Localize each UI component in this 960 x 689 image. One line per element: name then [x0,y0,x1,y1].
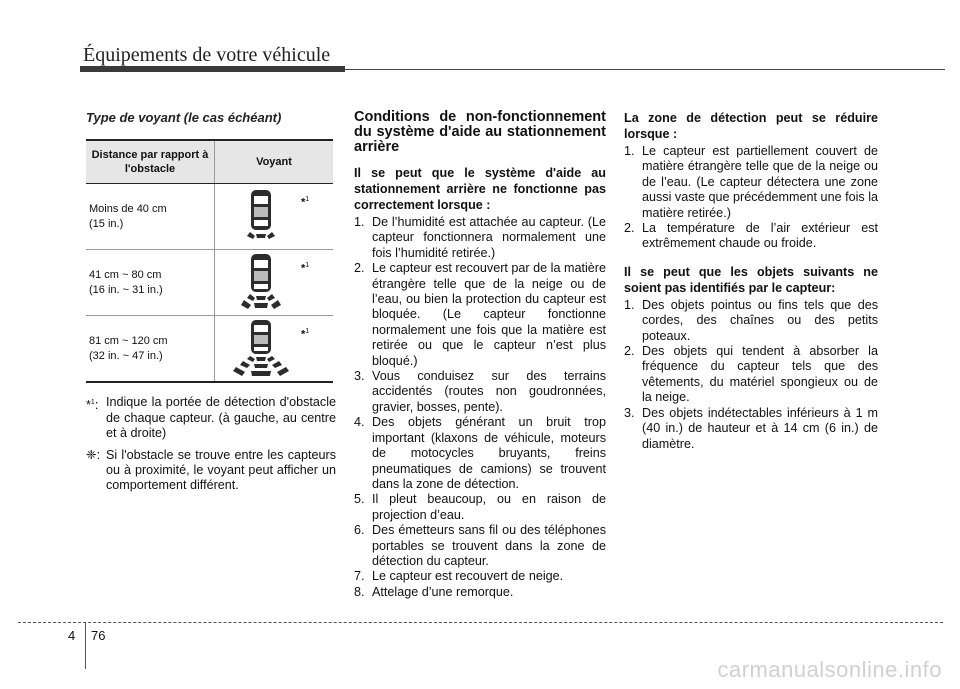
list-item: 8. Attelage d’une remorque. [354,584,514,599]
column-right [624,110,878,452]
list-item: 3. Vous conduisez sur des terrains accidentés (routes non goudronnées, gravier, bosses, pente). [354,369,606,414]
distance-metric: 41 cm ~ 80 cm [89,268,162,281]
indicator-type-heading: Type de voyant (le cas échéant) [86,110,282,125]
chapter-number: 4 [68,628,76,643]
list-item: 2. La température de l’air extérieur est extrêmement chaude ou froide. [624,221,878,251]
list-item: 7. Le capteur est recouvert de neige. [354,569,564,584]
list-item: 2. Le capteur est recouvert par de la matière étrangère telle que de la neige ou de l’eau, ou bien la protection du capteur est bloquée. (Le capteur fonctionne normalement une fois que la matière est retirée ou que le capteur n’est plus bloqué.) [354,261,606,368]
conditions-list [354,215,606,600]
caution-text: Si l'obstacle se trouve entre les capteurs ou à proximité, le voyant peut afficher un comportement différent. [106,447,336,493]
car-sensor-icon [231,320,291,378]
footnote: *$^1$: Indique la portée de détection d'obstacle de chaque capteur. (à gauche, au centre et à droite) [86,395,336,441]
list-item: 1. De l’humidité est attachée au capteur. (Le capteur fonctionnera normalement une fois l’humidité retirée.) [354,215,606,260]
reduced-zone-intro: La zone de détection peut se réduire lorsque : [624,111,878,141]
distance-metric: Moins de 40 cm [89,202,167,215]
footer-divider [85,623,86,669]
list-item: 4. Des objets générant un bruit trop important (klaxons de véhicule, moteurs de motocycles bruyants, freins pneumatiques de camions) se trouvent dans la zone de détection. [354,415,606,491]
undetected-objects-list [624,298,878,452]
list-item: 1. Des objets pointus ou fins tels que des cordes, des chaînes ou des petits poteaux. [624,297,878,343]
indicator-cell [215,316,334,383]
car-sensor-icon [231,188,291,246]
table-row [86,316,333,383]
section-title: Conditions de non-fonctionnement du système d'aide au stationnement arrière [354,109,606,155]
header-bar [80,66,345,72]
undetected-objects-intro: Il se peut que les objets suivants ne soient pas identifiés par le capteur: [624,264,878,295]
distance-cell [86,316,215,383]
distance-imperial: (15 in.) [89,217,124,230]
page-header-title: Équipements de votre véhicule [83,44,331,66]
section-intro: Il se peut que le système d'aide au stationnement arrière ne fonctionne pas correctement lorsque : [354,166,606,212]
distance-metric: 81 cm ~ 120 cm [89,334,168,347]
reduced-zone-list [624,144,878,252]
list-item: 2. Des objets qui tendent à absorber la fréquence du capteur tels que des vêtements, du matériel spongieux ou de la neige. [624,344,878,405]
column-middle [354,110,606,600]
table-row [86,250,333,316]
column-left [86,110,336,494]
table-header-indicator: Voyant [215,140,334,184]
distance-cell [86,250,215,316]
distance-imperial: (16 in. ~ 31 in.) [89,283,163,296]
distance-cell [86,184,215,250]
distance-imperial: (32 in. ~ 47 in.) [89,349,163,362]
indicator-table [86,139,333,383]
footnote-marker: *$^1$ [301,196,310,210]
watermark: carmanualsonline.info [717,657,942,682]
caution-note: ❈: Si l'obstacle se trouve entre les capteurs ou à proximité, le voyant peut afficher un comportement différent. [86,447,336,493]
indicator-cell [215,250,334,316]
footnote-text: Indique la portée de détection d'obstacle de chaque capteur. (à gauche, au centre et à droite) [106,395,336,441]
list-item: 5. Il pleut beaucoup, ou en raison de projection d’eau. [354,492,606,522]
list-item: 1. Le capteur est partiellement couvert de matière étrangère telle que de la neige ou de l’eau. (Le capteur détectera une zone aussi vaste que précédemment une fois la matière retirée.) [624,144,878,220]
footnote-marker: *$^1$ [301,262,310,276]
table-header-distance: Distance par rapport à l'obstacle [86,140,215,184]
footnote-marker: *$^1$ [301,328,310,342]
page-number: 76 [91,628,106,643]
car-sensor-icon [231,254,291,312]
header-rule [345,69,945,70]
indicator-cell [215,184,334,250]
table-row [86,184,333,250]
list-item: 3. Des objets indétectables inférieurs à 1 m (40 in.) de hauteur et à 14 cm (6 in.) de diamètre. [624,405,878,451]
list-item: 6. Des émetteurs sans fil ou des téléphones portables se trouvent dans la zone de détection du capteur. [354,523,606,568]
footer-rule [18,622,943,623]
